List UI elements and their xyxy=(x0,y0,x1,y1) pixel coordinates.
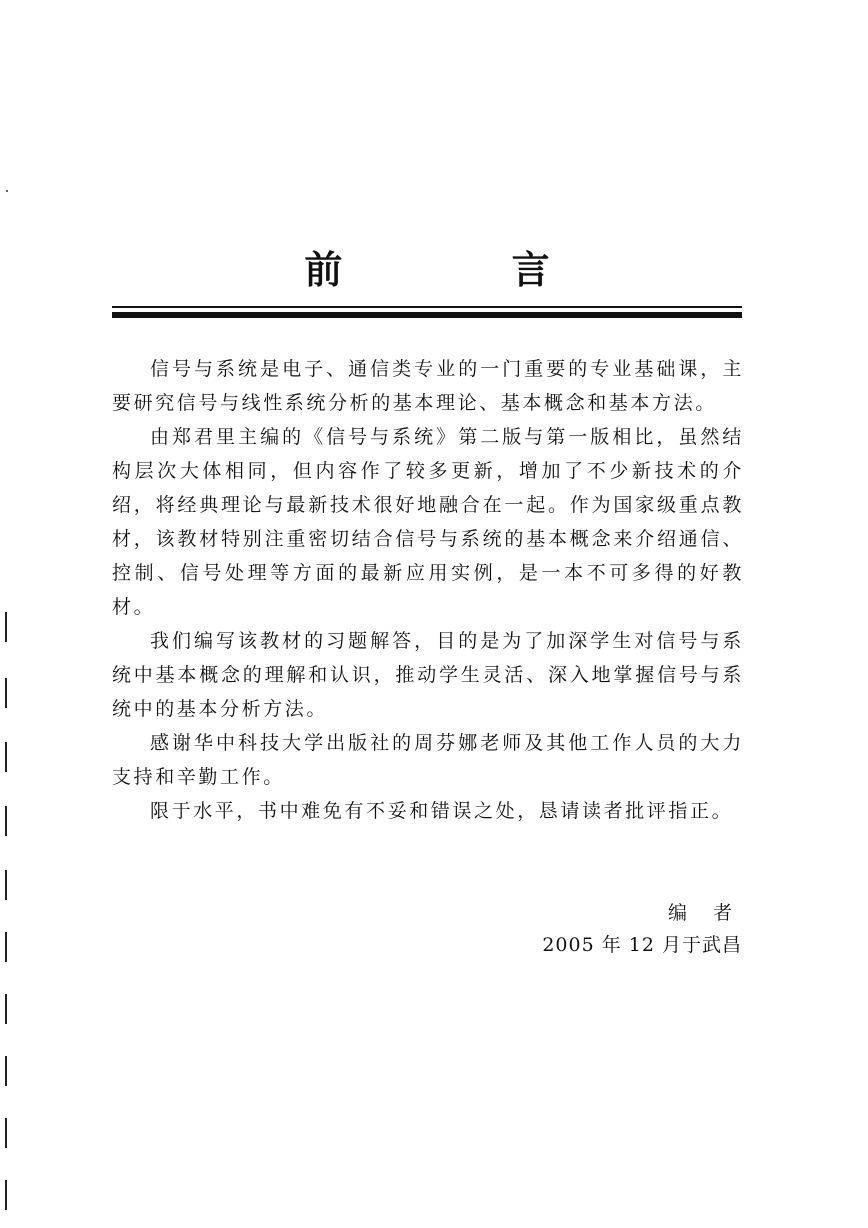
paragraph-1: 信号与系统是电子、通信类专业的一门重要的专业基础课，主要研究信号与线性系统分析的基本理论、基本概念和基本方法。 xyxy=(112,358,744,414)
binding-mark xyxy=(5,994,7,1024)
binding-mark xyxy=(5,932,7,962)
binding-mark xyxy=(5,1180,7,1210)
paragraph-5: 限于水平，书中难免有不妥和错误之处，恳请读者批评指正。 xyxy=(150,800,734,822)
author-signature: 编 者 xyxy=(667,902,742,924)
binding-mark xyxy=(5,1056,7,1086)
binding-mark xyxy=(5,870,7,900)
binding-mark xyxy=(5,612,7,642)
page-title: 前 言 xyxy=(304,248,628,292)
binding-mark xyxy=(5,742,7,772)
preface-body xyxy=(112,352,744,828)
title-rule-thin xyxy=(112,306,742,308)
paragraph-3: 我们编写该教材的习题解答，目的是为了加深学生对信号与系统中基本概念的理解和认识，推动学生灵活、深入地掌握信号与系统中的基本分析方法。 xyxy=(112,630,744,720)
signature-date: 2005 年 12 月于武昌 xyxy=(542,934,742,956)
binding-mark xyxy=(5,806,7,836)
binding-mark xyxy=(5,678,7,708)
scan-speck xyxy=(6,190,8,192)
binding-mark xyxy=(5,1118,7,1148)
paragraph-2: 由郑君里主编的《信号与系统》第二版与第一版相比，虽然结构层次大体相同，但内容作了较多更新，增加了不少新技术的介绍，将经典理论与最新技术很好地融合在一起。作为国家级重点教材，该教材特别注重密切结合信号与系统的基本概念来介绍通信、控制、信号处理等方面的最新应用实例，是一本不可多得的好教材。 xyxy=(112,426,744,618)
title-rule-thick xyxy=(112,312,742,318)
paragraph-4: 感谢华中科技大学出版社的周芬娜老师及其他工作人员的大力支持和辛勤工作。 xyxy=(112,732,744,788)
